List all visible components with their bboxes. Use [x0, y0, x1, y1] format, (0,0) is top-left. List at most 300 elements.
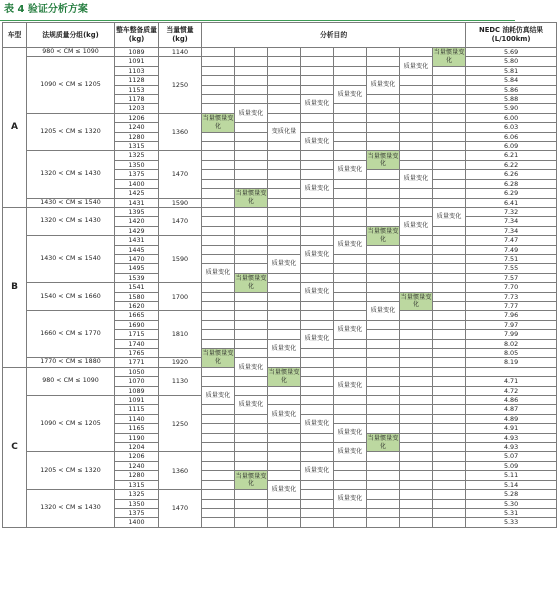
table-row	[3, 151, 557, 160]
purpose-empty-cell	[301, 433, 334, 442]
nedc-result-cell: 6.29	[466, 189, 557, 198]
inertia-cell: 1590	[159, 198, 202, 207]
purpose-empty-cell	[268, 443, 301, 452]
nedc-result-cell: 6.03	[466, 123, 557, 132]
purpose-empty-cell	[400, 433, 433, 442]
purpose-empty-cell	[400, 443, 433, 452]
purpose-empty-cell	[334, 358, 367, 367]
purpose-empty-cell	[334, 471, 367, 480]
purpose-empty-cell	[301, 236, 334, 245]
purpose-empty-cell	[367, 48, 400, 57]
purpose-empty-cell	[400, 405, 433, 414]
curb-mass-cell: 1089	[115, 48, 159, 57]
mass-group-cell: 1205 < CM ≤ 1320	[27, 113, 115, 151]
curb-mass-cell: 1400	[115, 518, 159, 527]
purpose-empty-cell	[367, 480, 400, 489]
curb-mass-cell: 1091	[115, 396, 159, 405]
curb-mass-cell: 1395	[115, 207, 159, 216]
nedc-result-cell: 7.57	[466, 273, 557, 282]
curb-mass-cell: 1089	[115, 386, 159, 395]
purpose-empty-cell	[433, 377, 466, 386]
purpose-empty-cell	[367, 452, 400, 461]
nedc-result-cell: 8.02	[466, 339, 557, 348]
mass-change-cell: 质量变化	[367, 76, 400, 95]
purpose-empty-cell	[202, 104, 235, 113]
inertia-cell: 1470	[159, 207, 202, 235]
purpose-empty-cell	[268, 48, 301, 57]
purpose-empty-cell	[400, 414, 433, 423]
header-row	[3, 23, 557, 48]
purpose-empty-cell	[301, 301, 334, 310]
purpose-empty-cell	[268, 311, 301, 320]
purpose-empty-cell	[367, 132, 400, 141]
table-row	[3, 207, 557, 216]
purpose-empty-cell	[268, 320, 301, 329]
purpose-empty-cell	[367, 320, 400, 329]
purpose-empty-cell	[334, 189, 367, 198]
nedc-result-cell: 7.51	[466, 254, 557, 263]
curb-mass-cell: 1431	[115, 198, 159, 207]
mass-change-cell: 质量变化	[334, 85, 367, 104]
purpose-empty-cell	[268, 499, 301, 508]
purpose-empty-cell	[301, 386, 334, 395]
mass-change-cell: 质量变化	[301, 461, 334, 480]
nedc-result-cell: 4.86	[466, 396, 557, 405]
purpose-empty-cell	[235, 452, 268, 461]
inertia-change-cell: 当量惯量变化	[367, 226, 400, 245]
mass-group-cell: 1205 < CM ≤ 1320	[27, 452, 115, 490]
purpose-empty-cell	[433, 151, 466, 160]
purpose-empty-cell	[235, 443, 268, 452]
purpose-empty-cell	[433, 66, 466, 75]
inertia-change-cell: 当量惯量变化	[268, 367, 301, 386]
purpose-empty-cell	[433, 85, 466, 94]
purpose-empty-cell	[235, 217, 268, 226]
purpose-empty-cell	[334, 48, 367, 57]
purpose-empty-cell	[235, 264, 268, 273]
purpose-empty-cell	[202, 311, 235, 320]
purpose-empty-cell	[235, 123, 268, 132]
purpose-empty-cell	[433, 160, 466, 169]
curb-mass-cell: 1315	[115, 142, 159, 151]
purpose-empty-cell	[433, 95, 466, 104]
mass-change-cell: 质量变化	[400, 217, 433, 236]
mass-change-cell: 质量变化	[400, 170, 433, 189]
purpose-empty-cell	[202, 57, 235, 66]
purpose-empty-cell	[202, 48, 235, 57]
inertia-change-cell: 当量惯量变化	[400, 292, 433, 311]
nedc-result-cell: 7.99	[466, 330, 557, 339]
inertia-cell: 1920	[159, 358, 202, 367]
purpose-empty-cell	[235, 499, 268, 508]
header-grouping: 法规质量分组(kg)	[27, 23, 115, 48]
purpose-empty-cell	[202, 142, 235, 151]
purpose-empty-cell	[400, 85, 433, 94]
purpose-empty-cell	[400, 245, 433, 254]
purpose-empty-cell	[433, 405, 466, 414]
purpose-empty-cell	[268, 104, 301, 113]
vehicle-cell: A	[3, 48, 27, 208]
curb-mass-cell: 1280	[115, 132, 159, 141]
mass-change-cell: 质量变化	[235, 358, 268, 377]
purpose-empty-cell	[367, 349, 400, 358]
nedc-result-cell: 7.97	[466, 320, 557, 329]
purpose-empty-cell	[235, 160, 268, 169]
purpose-empty-cell	[367, 490, 400, 499]
mass-group-cell: 1090 < CM ≤ 1205	[27, 57, 115, 113]
purpose-empty-cell	[235, 179, 268, 188]
curb-mass-cell: 1350	[115, 499, 159, 508]
nedc-result-cell: 7.55	[466, 264, 557, 273]
purpose-empty-cell	[301, 508, 334, 517]
purpose-empty-cell	[400, 160, 433, 169]
mass-group-cell: 980 < CM ≤ 1090	[27, 48, 115, 57]
purpose-empty-cell	[202, 198, 235, 207]
mass-change-cell: 质量变化	[334, 443, 367, 462]
purpose-empty-cell	[433, 349, 466, 358]
curb-mass-cell: 1470	[115, 254, 159, 263]
curb-mass-cell: 1206	[115, 113, 159, 122]
purpose-empty-cell	[268, 433, 301, 442]
purpose-empty-cell	[367, 518, 400, 527]
purpose-empty-cell	[367, 367, 400, 376]
purpose-empty-cell	[433, 170, 466, 179]
inertia-cell: 1360	[159, 113, 202, 151]
purpose-empty-cell	[334, 518, 367, 527]
purpose-empty-cell	[235, 151, 268, 160]
purpose-empty-cell	[433, 330, 466, 339]
purpose-empty-cell	[334, 283, 367, 292]
purpose-empty-cell	[367, 292, 400, 301]
purpose-empty-cell	[334, 311, 367, 320]
purpose-empty-cell	[334, 349, 367, 358]
inertia-change-cell: 当量惯量变化	[202, 349, 235, 368]
purpose-empty-cell	[433, 367, 466, 376]
purpose-empty-cell	[202, 471, 235, 480]
nedc-result-cell: 7.96	[466, 311, 557, 320]
purpose-empty-cell	[367, 508, 400, 517]
inertia-cell: 1130	[159, 367, 202, 395]
purpose-empty-cell	[202, 189, 235, 198]
inertia-cell: 1470	[159, 490, 202, 528]
curb-mass-cell: 1765	[115, 349, 159, 358]
purpose-empty-cell	[235, 414, 268, 423]
vehicle-cell: B	[3, 207, 27, 367]
nedc-result-cell: 4.93	[466, 433, 557, 442]
purpose-empty-cell	[400, 48, 433, 57]
purpose-empty-cell	[334, 508, 367, 517]
purpose-empty-cell	[433, 414, 466, 423]
purpose-empty-cell	[334, 396, 367, 405]
nedc-result-cell: 6.28	[466, 179, 557, 188]
table-row	[3, 452, 557, 461]
purpose-empty-cell	[367, 414, 400, 423]
curb-mass-cell: 1350	[115, 160, 159, 169]
mass-change-cell: 质量变化	[301, 179, 334, 198]
curb-mass-cell: 1425	[115, 189, 159, 198]
nedc-result-cell: 5.81	[466, 66, 557, 75]
purpose-empty-cell	[301, 377, 334, 386]
purpose-empty-cell	[400, 273, 433, 282]
nedc-result-cell: 5.07	[466, 452, 557, 461]
purpose-empty-cell	[433, 226, 466, 235]
purpose-empty-cell	[334, 113, 367, 122]
purpose-empty-cell	[367, 95, 400, 104]
purpose-empty-cell	[400, 76, 433, 85]
purpose-empty-cell	[235, 320, 268, 329]
table-row	[3, 311, 557, 320]
purpose-empty-cell	[367, 405, 400, 414]
curb-mass-cell: 1429	[115, 226, 159, 235]
nedc-result-cell: 5.33	[466, 518, 557, 527]
nedc-result-cell: 5.30	[466, 499, 557, 508]
purpose-empty-cell	[367, 57, 400, 66]
mass-change-cell: 质量变化	[301, 414, 334, 433]
mass-change-cell: 质量变化	[334, 160, 367, 179]
purpose-empty-cell	[235, 301, 268, 310]
purpose-empty-cell	[202, 236, 235, 245]
nedc-result-cell: 4.89	[466, 414, 557, 423]
purpose-empty-cell	[367, 66, 400, 75]
curb-mass-cell: 1280	[115, 471, 159, 480]
purpose-empty-cell	[433, 132, 466, 141]
purpose-empty-cell	[202, 179, 235, 188]
curb-mass-cell: 1204	[115, 443, 159, 452]
purpose-empty-cell	[433, 386, 466, 395]
purpose-empty-cell	[433, 236, 466, 245]
curb-mass-cell: 1070	[115, 377, 159, 386]
inertia-cell: 1250	[159, 57, 202, 113]
purpose-empty-cell	[301, 452, 334, 461]
mass-change-cell: 质量变化	[334, 377, 367, 396]
purpose-empty-cell	[334, 132, 367, 141]
table-row	[3, 396, 557, 405]
purpose-empty-cell	[334, 292, 367, 301]
purpose-empty-cell	[235, 386, 268, 395]
table-body	[3, 48, 557, 528]
mass-change-cell: 质量变化	[268, 480, 301, 499]
purpose-empty-cell	[400, 123, 433, 132]
mass-change-cell: 质量变化	[301, 132, 334, 151]
purpose-empty-cell	[367, 254, 400, 263]
purpose-empty-cell	[301, 311, 334, 320]
purpose-empty-cell	[235, 236, 268, 245]
curb-mass-cell: 1539	[115, 273, 159, 282]
inertia-change-cell: 当量惯量变化	[235, 189, 268, 208]
purpose-empty-cell	[202, 245, 235, 254]
mass-change-cell: 质量变化	[334, 424, 367, 443]
purpose-empty-cell	[334, 198, 367, 207]
mass-group-cell: 1660 < CM ≤ 1770	[27, 311, 115, 358]
purpose-empty-cell	[235, 292, 268, 301]
purpose-empty-cell	[268, 518, 301, 527]
purpose-empty-cell	[235, 245, 268, 254]
purpose-empty-cell	[367, 424, 400, 433]
curb-mass-cell: 1620	[115, 301, 159, 310]
mass-change-cell: 质量变化	[268, 339, 301, 358]
purpose-empty-cell	[400, 236, 433, 245]
purpose-empty-cell	[268, 386, 301, 395]
purpose-empty-cell	[301, 76, 334, 85]
purpose-empty-cell	[202, 367, 235, 376]
purpose-empty-cell	[202, 292, 235, 301]
purpose-empty-cell	[400, 480, 433, 489]
purpose-empty-cell	[367, 358, 400, 367]
mass-group-cell: 1430 < CM ≤ 1540	[27, 236, 115, 283]
table-row	[3, 113, 557, 122]
nedc-result-cell: 7.77	[466, 301, 557, 310]
curb-mass-cell: 1050	[115, 367, 159, 376]
curb-mass-cell: 1580	[115, 292, 159, 301]
curb-mass-cell: 1400	[115, 179, 159, 188]
purpose-empty-cell	[433, 142, 466, 151]
purpose-empty-cell	[202, 424, 235, 433]
header-inertia: 当量惯量(kg)	[159, 23, 202, 48]
purpose-empty-cell	[235, 66, 268, 75]
curb-mass-cell: 1240	[115, 461, 159, 470]
purpose-empty-cell	[433, 443, 466, 452]
purpose-empty-cell	[334, 273, 367, 282]
mass-change-cell: 质量变化	[301, 245, 334, 264]
purpose-empty-cell	[301, 123, 334, 132]
purpose-empty-cell	[400, 508, 433, 517]
curb-mass-cell: 1103	[115, 66, 159, 75]
purpose-empty-cell	[367, 113, 400, 122]
purpose-empty-cell	[433, 264, 466, 273]
purpose-empty-cell	[301, 151, 334, 160]
purpose-empty-cell	[235, 330, 268, 339]
curb-mass-cell: 1240	[115, 123, 159, 132]
purpose-empty-cell	[433, 292, 466, 301]
curb-mass-cell: 1315	[115, 480, 159, 489]
purpose-empty-cell	[268, 198, 301, 207]
purpose-empty-cell	[235, 57, 268, 66]
purpose-empty-cell	[367, 396, 400, 405]
purpose-empty-cell	[235, 170, 268, 179]
purpose-empty-cell	[433, 273, 466, 282]
purpose-empty-cell	[466, 367, 557, 376]
purpose-empty-cell	[334, 217, 367, 226]
curb-mass-cell: 1128	[115, 76, 159, 85]
purpose-empty-cell	[301, 170, 334, 179]
mass-change-cell: 变质化量	[268, 123, 301, 142]
purpose-empty-cell	[202, 66, 235, 75]
purpose-empty-cell	[334, 339, 367, 348]
nedc-result-cell: 5.11	[466, 471, 557, 480]
purpose-empty-cell	[268, 151, 301, 160]
purpose-empty-cell	[268, 273, 301, 282]
purpose-empty-cell	[301, 349, 334, 358]
purpose-empty-cell	[301, 198, 334, 207]
purpose-empty-cell	[433, 283, 466, 292]
purpose-empty-cell	[235, 254, 268, 263]
purpose-empty-cell	[268, 57, 301, 66]
purpose-empty-cell	[367, 217, 400, 226]
table-row	[3, 48, 557, 57]
purpose-empty-cell	[301, 320, 334, 329]
purpose-empty-cell	[400, 452, 433, 461]
purpose-empty-cell	[301, 264, 334, 273]
curb-mass-cell: 1375	[115, 508, 159, 517]
mass-change-cell: 质量变化	[334, 320, 367, 339]
purpose-empty-cell	[301, 226, 334, 235]
nedc-result-cell: 5.90	[466, 104, 557, 113]
purpose-empty-cell	[268, 471, 301, 480]
header-purpose: 分析目的	[202, 23, 466, 48]
purpose-empty-cell	[400, 264, 433, 273]
nedc-result-cell: 7.32	[466, 207, 557, 216]
purpose-empty-cell	[268, 207, 301, 216]
purpose-empty-cell	[235, 518, 268, 527]
purpose-empty-cell	[400, 471, 433, 480]
curb-mass-cell: 1165	[115, 424, 159, 433]
purpose-empty-cell	[367, 142, 400, 151]
purpose-empty-cell	[202, 405, 235, 414]
purpose-empty-cell	[301, 273, 334, 282]
purpose-empty-cell	[301, 113, 334, 122]
purpose-empty-cell	[202, 226, 235, 235]
purpose-empty-cell	[400, 254, 433, 263]
purpose-empty-cell	[202, 151, 235, 160]
nedc-result-cell: 5.14	[466, 480, 557, 489]
purpose-empty-cell	[235, 207, 268, 216]
purpose-empty-cell	[301, 443, 334, 452]
nedc-result-cell: 7.49	[466, 245, 557, 254]
header-nedc: NEDC 油耗仿真结果 (L/100km)	[466, 23, 557, 48]
purpose-empty-cell	[334, 254, 367, 263]
mass-change-cell: 质量变化	[400, 57, 433, 76]
curb-mass-cell: 1665	[115, 311, 159, 320]
nedc-result-cell: 6.41	[466, 198, 557, 207]
nedc-result-cell: 6.09	[466, 142, 557, 151]
purpose-empty-cell	[301, 85, 334, 94]
purpose-empty-cell	[268, 245, 301, 254]
nedc-result-cell: 4.91	[466, 424, 557, 433]
purpose-empty-cell	[268, 508, 301, 517]
purpose-empty-cell	[202, 76, 235, 85]
mass-change-cell: 质量变化	[268, 405, 301, 424]
purpose-empty-cell	[367, 461, 400, 470]
purpose-empty-cell	[202, 283, 235, 292]
purpose-empty-cell	[202, 499, 235, 508]
purpose-empty-cell	[400, 104, 433, 113]
purpose-empty-cell	[235, 226, 268, 235]
purpose-empty-cell	[400, 189, 433, 198]
inertia-change-cell: 当量惯量变化	[433, 48, 466, 67]
purpose-empty-cell	[400, 349, 433, 358]
purpose-empty-cell	[334, 76, 367, 85]
curb-mass-cell: 1375	[115, 170, 159, 179]
nedc-result-cell: 6.21	[466, 151, 557, 160]
mass-group-cell: 980 < CM ≤ 1090	[27, 367, 115, 395]
curb-mass-cell: 1740	[115, 339, 159, 348]
purpose-empty-cell	[433, 424, 466, 433]
purpose-empty-cell	[202, 443, 235, 452]
purpose-empty-cell	[400, 95, 433, 104]
curb-mass-cell: 1325	[115, 151, 159, 160]
inertia-cell: 1810	[159, 311, 202, 358]
purpose-empty-cell	[433, 480, 466, 489]
purpose-empty-cell	[268, 396, 301, 405]
purpose-empty-cell	[202, 160, 235, 169]
purpose-empty-cell	[400, 367, 433, 376]
purpose-empty-cell	[400, 311, 433, 320]
purpose-empty-cell	[268, 292, 301, 301]
inertia-cell: 1700	[159, 283, 202, 311]
purpose-empty-cell	[235, 76, 268, 85]
purpose-empty-cell	[400, 358, 433, 367]
purpose-empty-cell	[334, 179, 367, 188]
